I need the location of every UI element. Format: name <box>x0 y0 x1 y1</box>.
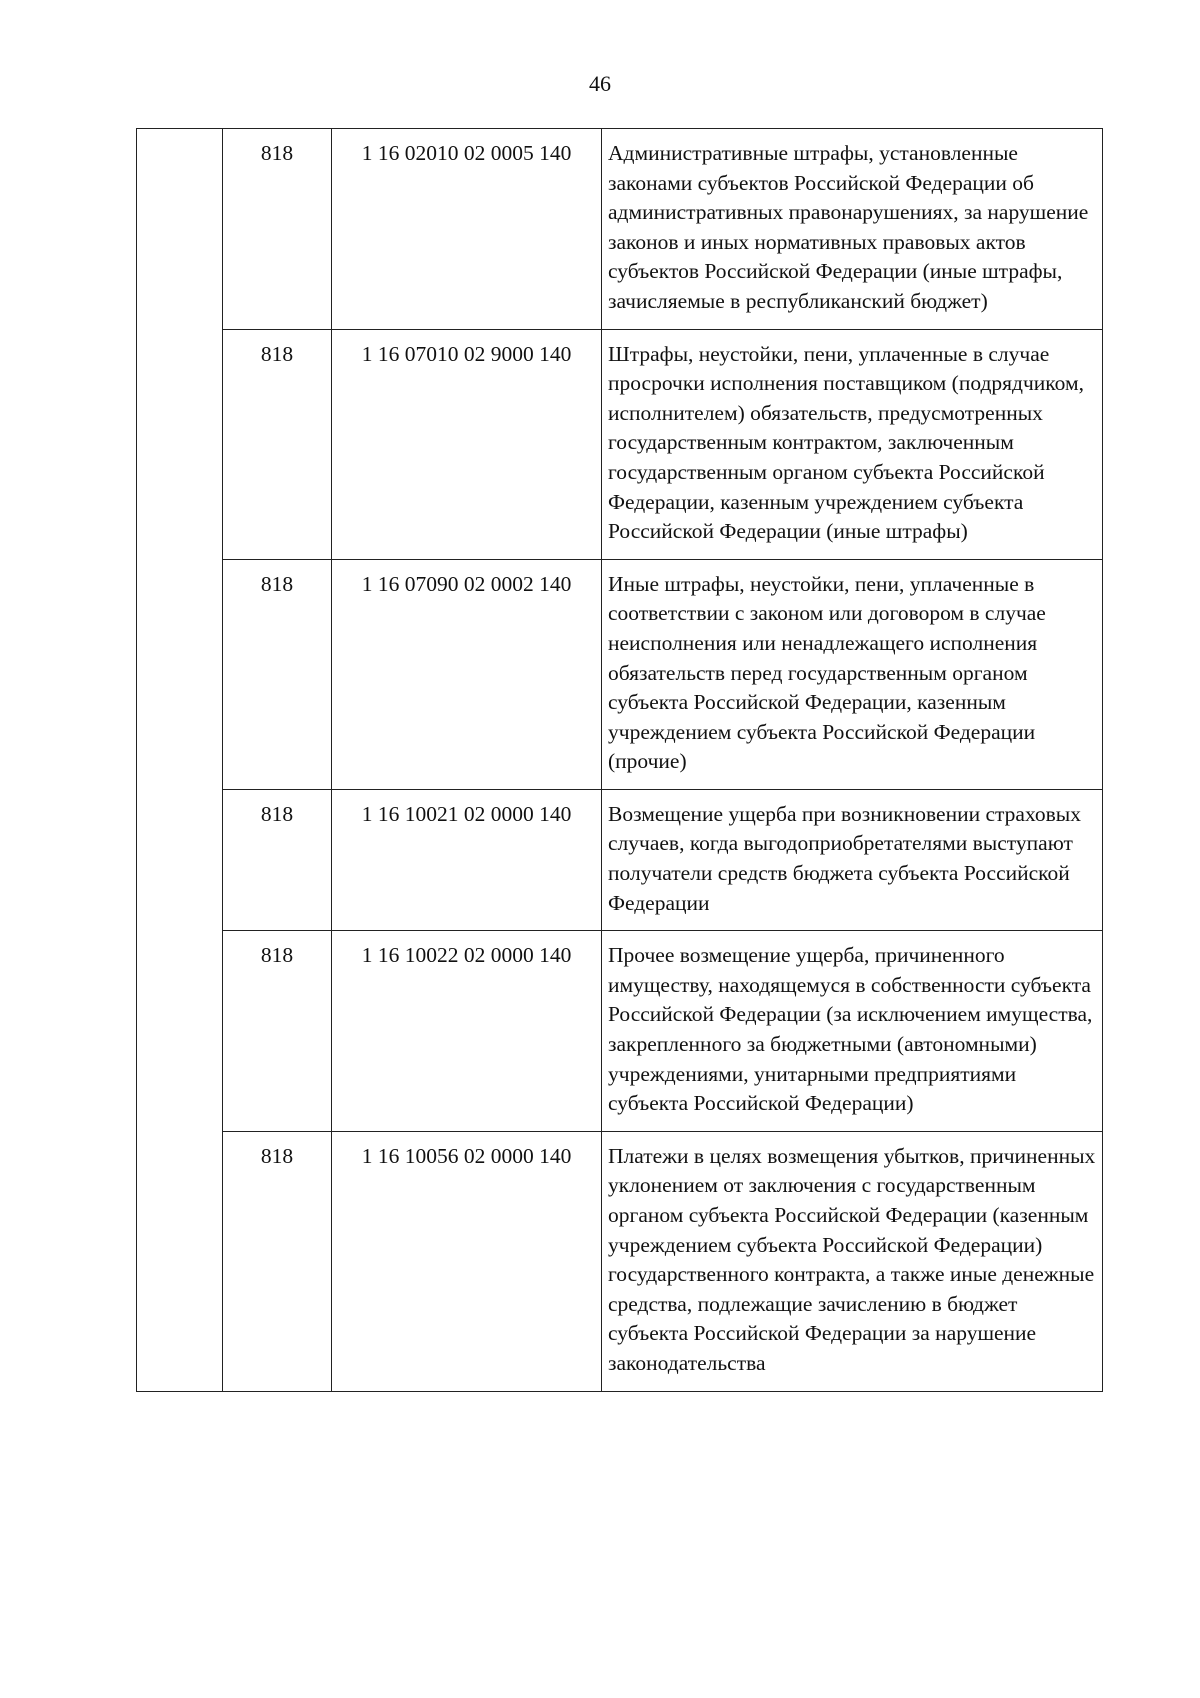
admin-code-cell: 818 <box>223 329 332 559</box>
revenue-name-cell: Административные штрафы, установленные законами субъектов Российской Федерации об административных правонарушениях, за нарушение законов и иных нормативных правовых актов субъектов Российской Федерации (иные штрафы, зачисляемые в республиканский бюджет) <box>602 129 1103 330</box>
budget-code-cell: 1 16 10022 02 0000 140 <box>332 931 602 1132</box>
admin-code-cell: 818 <box>223 931 332 1132</box>
table-row <box>137 329 1103 559</box>
table-row <box>137 559 1103 789</box>
budget-code-cell: 1 16 07090 02 0002 140 <box>332 559 602 789</box>
admin-code-cell: 818 <box>223 789 332 930</box>
budget-code-cell: 1 16 07010 02 9000 140 <box>332 329 602 559</box>
table-row <box>137 1131 1103 1391</box>
revenue-classification-table <box>136 128 1103 1392</box>
admin-code-cell: 818 <box>223 129 332 330</box>
revenue-name-cell: Штрафы, неустойки, пени, уплаченные в случае просрочки исполнения поставщиком (подрядчиком, исполнителем) обязательств, предусмотренных государственным контрактом, заключенным государственным органом субъекта Российской Федерации, казенным учреждением субъекта Российской Федерации (иные штрафы) <box>602 329 1103 559</box>
revenue-name-cell: Платежи в целях возмещения убытков, причиненных уклонением от заключения с государственным органом субъекта Российской Федерации (казенным учреждением субъекта Российской Федерации) государственного контракта, а также иные денежные средства, подлежащие зачислению в бюджет субъекта Российской Федерации за нарушение законодательства <box>602 1131 1103 1391</box>
page-number: 46 <box>589 71 611 96</box>
table-row <box>137 789 1103 930</box>
budget-code-cell: 1 16 10056 02 0000 140 <box>332 1131 602 1391</box>
admin-code-cell: 818 <box>223 1131 332 1391</box>
admin-code-cell: 818 <box>223 559 332 789</box>
revenue-name-cell: Иные штрафы, неустойки, пени, уплаченные в соответствии с законом или договором в случае неисполнения или ненадлежащего исполнения обязательств перед государственным органом субъекта Российской Федерации, казенным учреждением субъекта Российской Федерации (прочие) <box>602 559 1103 789</box>
budget-code-cell: 1 16 10021 02 0000 140 <box>332 789 602 930</box>
table-row <box>137 129 1103 330</box>
revenue-name-cell: Возмещение ущерба при возникновении страховых случаев, когда выгодоприобретателями выступают получатели средств бюджета субъекта Российской Федерации <box>602 789 1103 930</box>
revenue-name-cell: Прочее возмещение ущерба, причиненного имуществу, находящемуся в собственности субъекта Российской Федерации (за исключением имущества, закрепленного за бюджетными (автономными) учреждениями, унитарными предприятиями субъекта Российской Федерации) <box>602 931 1103 1132</box>
budget-code-cell: 1 16 02010 02 0005 140 <box>332 129 602 330</box>
blank-merged-cell <box>137 129 223 1392</box>
table-row <box>137 931 1103 1132</box>
